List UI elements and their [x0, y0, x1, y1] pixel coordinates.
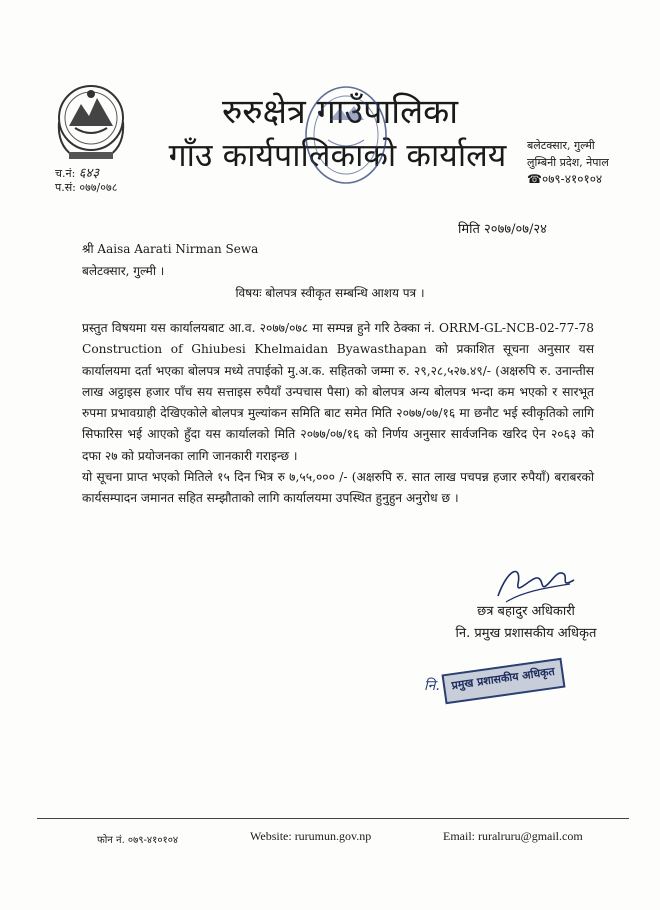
stamp-prefix: नि. — [424, 678, 440, 694]
org-name: रुरुक्षेत्र गाउँपालिका — [221, 92, 459, 132]
ref-cha-value: ६४३ — [78, 166, 100, 181]
nepal-emblem-icon — [55, 78, 127, 164]
recipient-name: श्री Aaisa Aarati Nirman Sewa — [82, 242, 259, 256]
body-paragraph-2: यो सूचना प्राप्त भएको मितिले १५ दिन भित्र रु ७,५५,००० /- (अक्षरुपि रु. सात लाख पचपन्न हजार रुपैयाँ) बराबरको कार्यसम्पादन जमानत सहित सम्झौताको लागि कार्यालयमा उपस्थित हुनुहुन अनुरोध छ । — [82, 470, 594, 506]
office-phone: ०७९-४१०१०४ — [541, 172, 603, 186]
signatory-title: नि. प्रमुख प्रशासकीय अधिकृत — [455, 626, 597, 641]
address-line-1: बलेटक्सार, गुल्मी — [527, 139, 595, 152]
ref-pa-value: ०७७/०७८ — [79, 181, 118, 194]
letter-date: मिति २०७७/०७/२४ — [458, 222, 547, 237]
recipient-block — [82, 238, 258, 282]
signatory-block — [446, 601, 606, 645]
org-office: गाँउ कार्यपालिकाको कार्यालय — [168, 136, 507, 174]
office-address — [527, 137, 609, 188]
office-seal-icon — [300, 80, 392, 190]
footer-phone: फोन नं. ०७९-४१०१०४ — [97, 835, 179, 846]
footer-email: Email: ruralruru@gmail.com — [443, 829, 583, 843]
footer-divider — [37, 818, 629, 819]
body-paragraph-1: प्रस्तुत विषयमा यस कार्यालयबाट आ.व. २०७७/०७८ मा सम्पन्न हुने गरि ठेक्का नं. ORRM-GL-NCB-02-77-78 Construction of Ghiubesi Khelmaidan Byawasthapan को प्रकाशित सूचना अनुसार यस कार्यालयमा दर्ता भएका बोलपत्र मध्ये तपाईको मु.अ.क. सहितको जम्मा रु. २९,२८,५२७.४९/- (अक्षरुपि रु. उनान्तीस लाख अट्ठाइस हजार पाँच सय सत्ताइस रुपैयाँ उन्पचास पैसा) को बोलपत्र अन्य बोलपत्र भन्दा कम भएको र सारभूत रुपमा प्रभावग्राही देखिएकोले बोलपत्र मुल्यांकन समिति बाट समेत मिति २०७७/०७/१६ मा छनौट भई स्वीकृतिको लागि सिफारिस भई आएको हुँदा यस कार्यालको मिति २०७७/०७/१६ को निर्णय अनुसार सार्वजनिक खरिद ऐन २०६३ को दफा २७ को प्रयोजनका लागि जानकारी गराइन्छ । — [82, 321, 594, 463]
official-stamp — [442, 658, 566, 705]
ref-cha-label: च.नं: — [55, 167, 76, 180]
address-line-2: लुम्बिनी प्रदेश, नेपाल — [527, 156, 609, 169]
recipient-address: बलेटक्सार, गुल्मी । — [82, 264, 165, 278]
signatory-name: छत्र बहादुर अधिकारी — [477, 604, 575, 619]
ref-pa-label: प.सं: — [55, 181, 76, 194]
reference-numbers — [55, 167, 117, 195]
stamp-text: प्रमुख प्रशासकीय अधिकृत — [450, 664, 556, 693]
letter-subject: विषयः बोलपत्र स्वीकृत सम्बन्धि आशय पत्र । — [235, 286, 425, 300]
footer-website: Website: rurumun.gov.np — [250, 829, 372, 843]
letter-body — [82, 318, 594, 510]
telephone-icon: ☎ — [527, 172, 542, 186]
